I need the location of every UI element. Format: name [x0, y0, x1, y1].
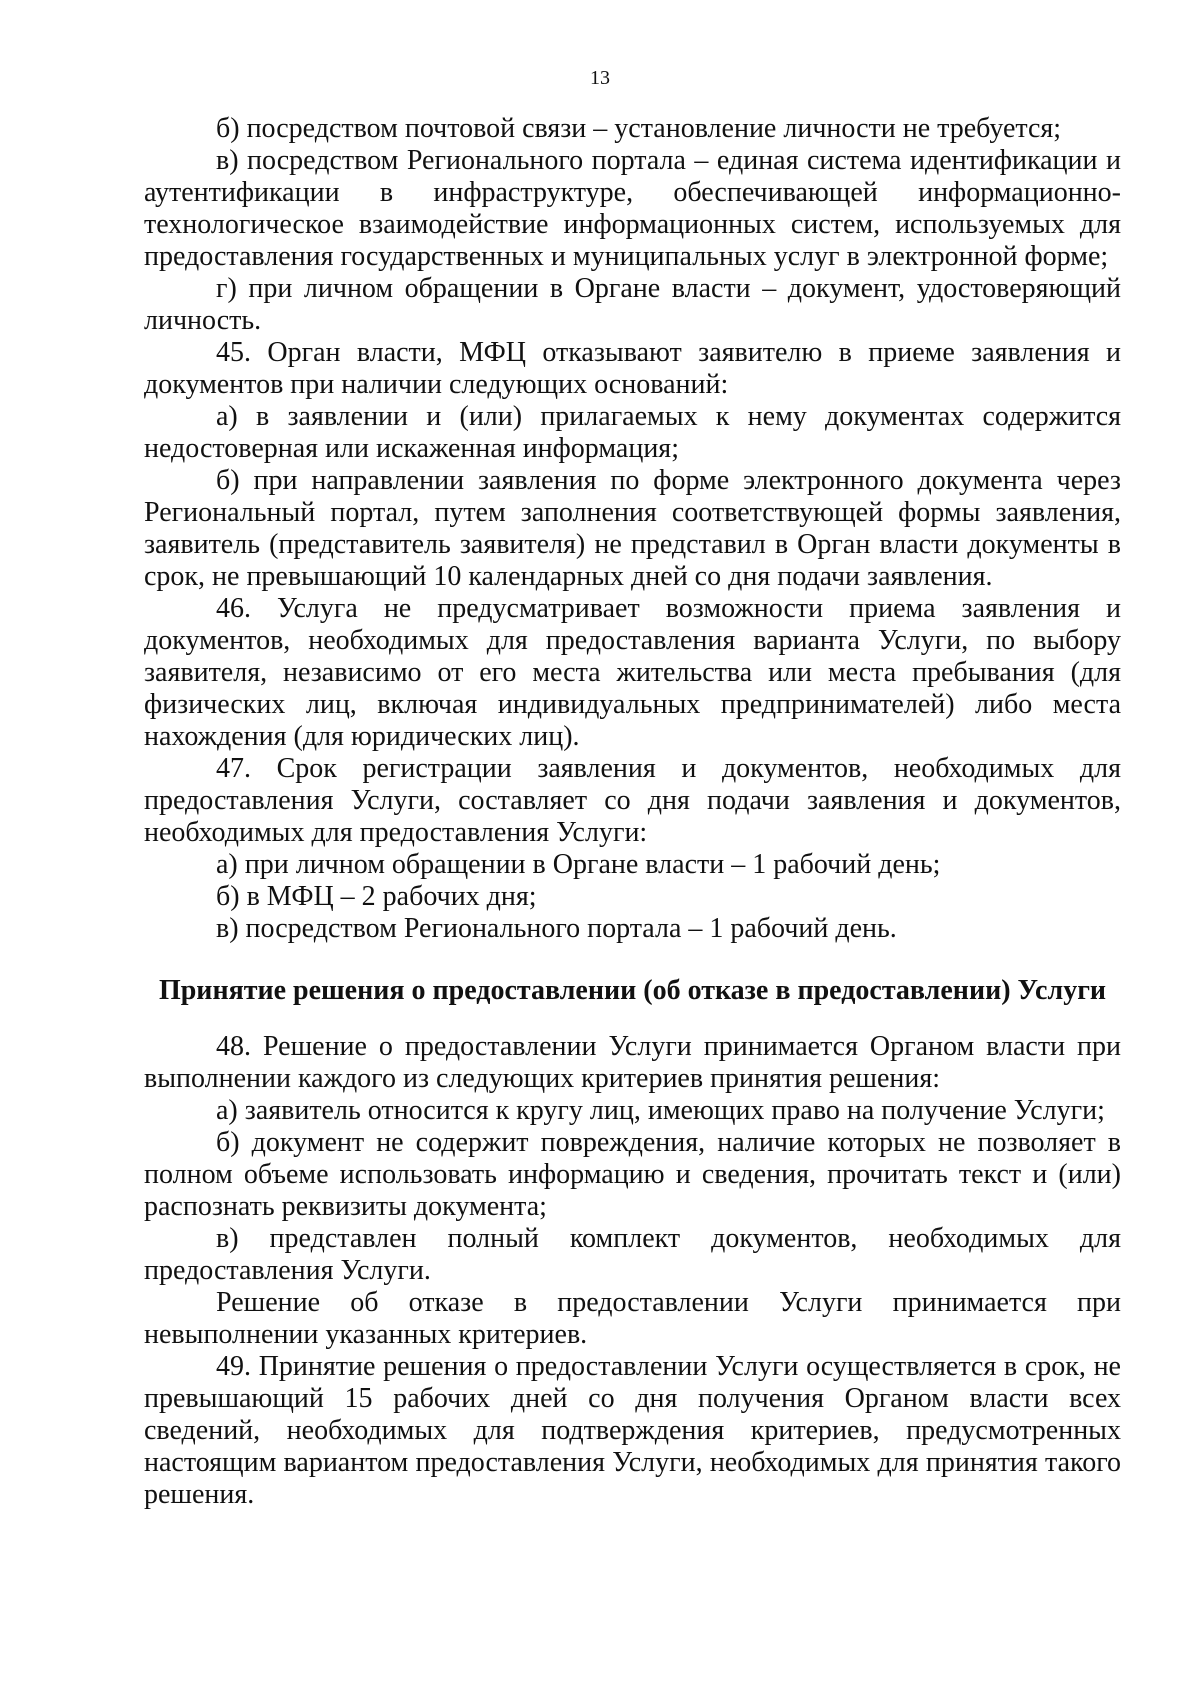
section-heading: Принятие решения о предоставлении (об отказе в предоставлении) Услуги	[158, 975, 1107, 1006]
paragraph: 47. Срок регистрации заявления и документов, необходимых для предоставления Услуги, составляет со дня подачи заявления и документов, необходимых для предоставления Услуги:	[144, 753, 1121, 848]
paragraph: 45. Орган власти, МФЦ отказывают заявителю в приеме заявления и документов при наличии следующих оснований:	[144, 337, 1121, 400]
paragraph: в) посредством Регионального портала – 1 рабочий день.	[216, 913, 897, 944]
paragraph: 46. Услуга не предусматривает возможности приема заявления и документов, необходимых для предоставления варианта Услуги, по выбору заявителя, независимо от его места жительства или места пребывания (для физических лиц, включая индивидуальных предпринимателей) либо места нахождения (для юридических лиц).	[144, 593, 1121, 752]
paragraph: 49. Принятие решения о предоставлении Услуги осуществляется в срок, не превышающий 15 рабочих дней со дня получения Органом власти всех сведений, необходимых для подтверждения критериев, предусмотренных настоящим вариантом предоставления Услуги, необходимых для принятия такого решения.	[144, 1351, 1121, 1510]
paragraph: а) заявитель относится к кругу лиц, имеющих право на получение Услуги;	[216, 1095, 1105, 1126]
paragraph: г) при личном обращении в Органе власти – документ, удостоверяющий личность.	[144, 273, 1121, 336]
paragraph: 48. Решение о предоставлении Услуги принимается Органом власти при выполнении каждого из следующих критериев принятия решения:	[144, 1031, 1121, 1094]
paragraph: б) в МФЦ – 2 рабочих дня;	[216, 881, 537, 912]
paragraph: в) представлен полный комплект документов, необходимых для предоставления Услуги.	[144, 1223, 1121, 1286]
paragraph: Решение об отказе в предоставлении Услуги принимается при невыполнении указанных критериев.	[144, 1287, 1121, 1350]
document-body	[144, 113, 1121, 1511]
paragraph: б) при направлении заявления по форме электронного документа через Региональный портал, путем заполнения соответствующей формы заявления, заявитель (представитель заявителя) не представил в Орган власти документы в срок, не превышающий 10 календарных дней со дня подачи заявления.	[144, 465, 1121, 592]
paragraph: б) документ не содержит повреждения, наличие которых не позволяет в полном объеме использовать информацию и сведения, прочитать текст и (или) распознать реквизиты документа;	[144, 1127, 1121, 1222]
paragraph: а) при личном обращении в Органе власти – 1 рабочий день;	[216, 849, 941, 880]
paragraph: в) посредством Регионального портала – единая система идентификации и аутентификации в инфраструктуре, обеспечивающей информационно-технологическое взаимодействие информационных систем, используемых для предоставления государственных и муниципальных услуг в электронной форме;	[144, 145, 1121, 272]
paragraph: б) посредством почтовой связи – установление личности не требуется;	[216, 113, 1062, 144]
paragraph: а) в заявлении и (или) прилагаемых к нему документах содержится недостоверная или искаженная информация;	[144, 401, 1121, 464]
page-number: 13	[590, 67, 610, 89]
